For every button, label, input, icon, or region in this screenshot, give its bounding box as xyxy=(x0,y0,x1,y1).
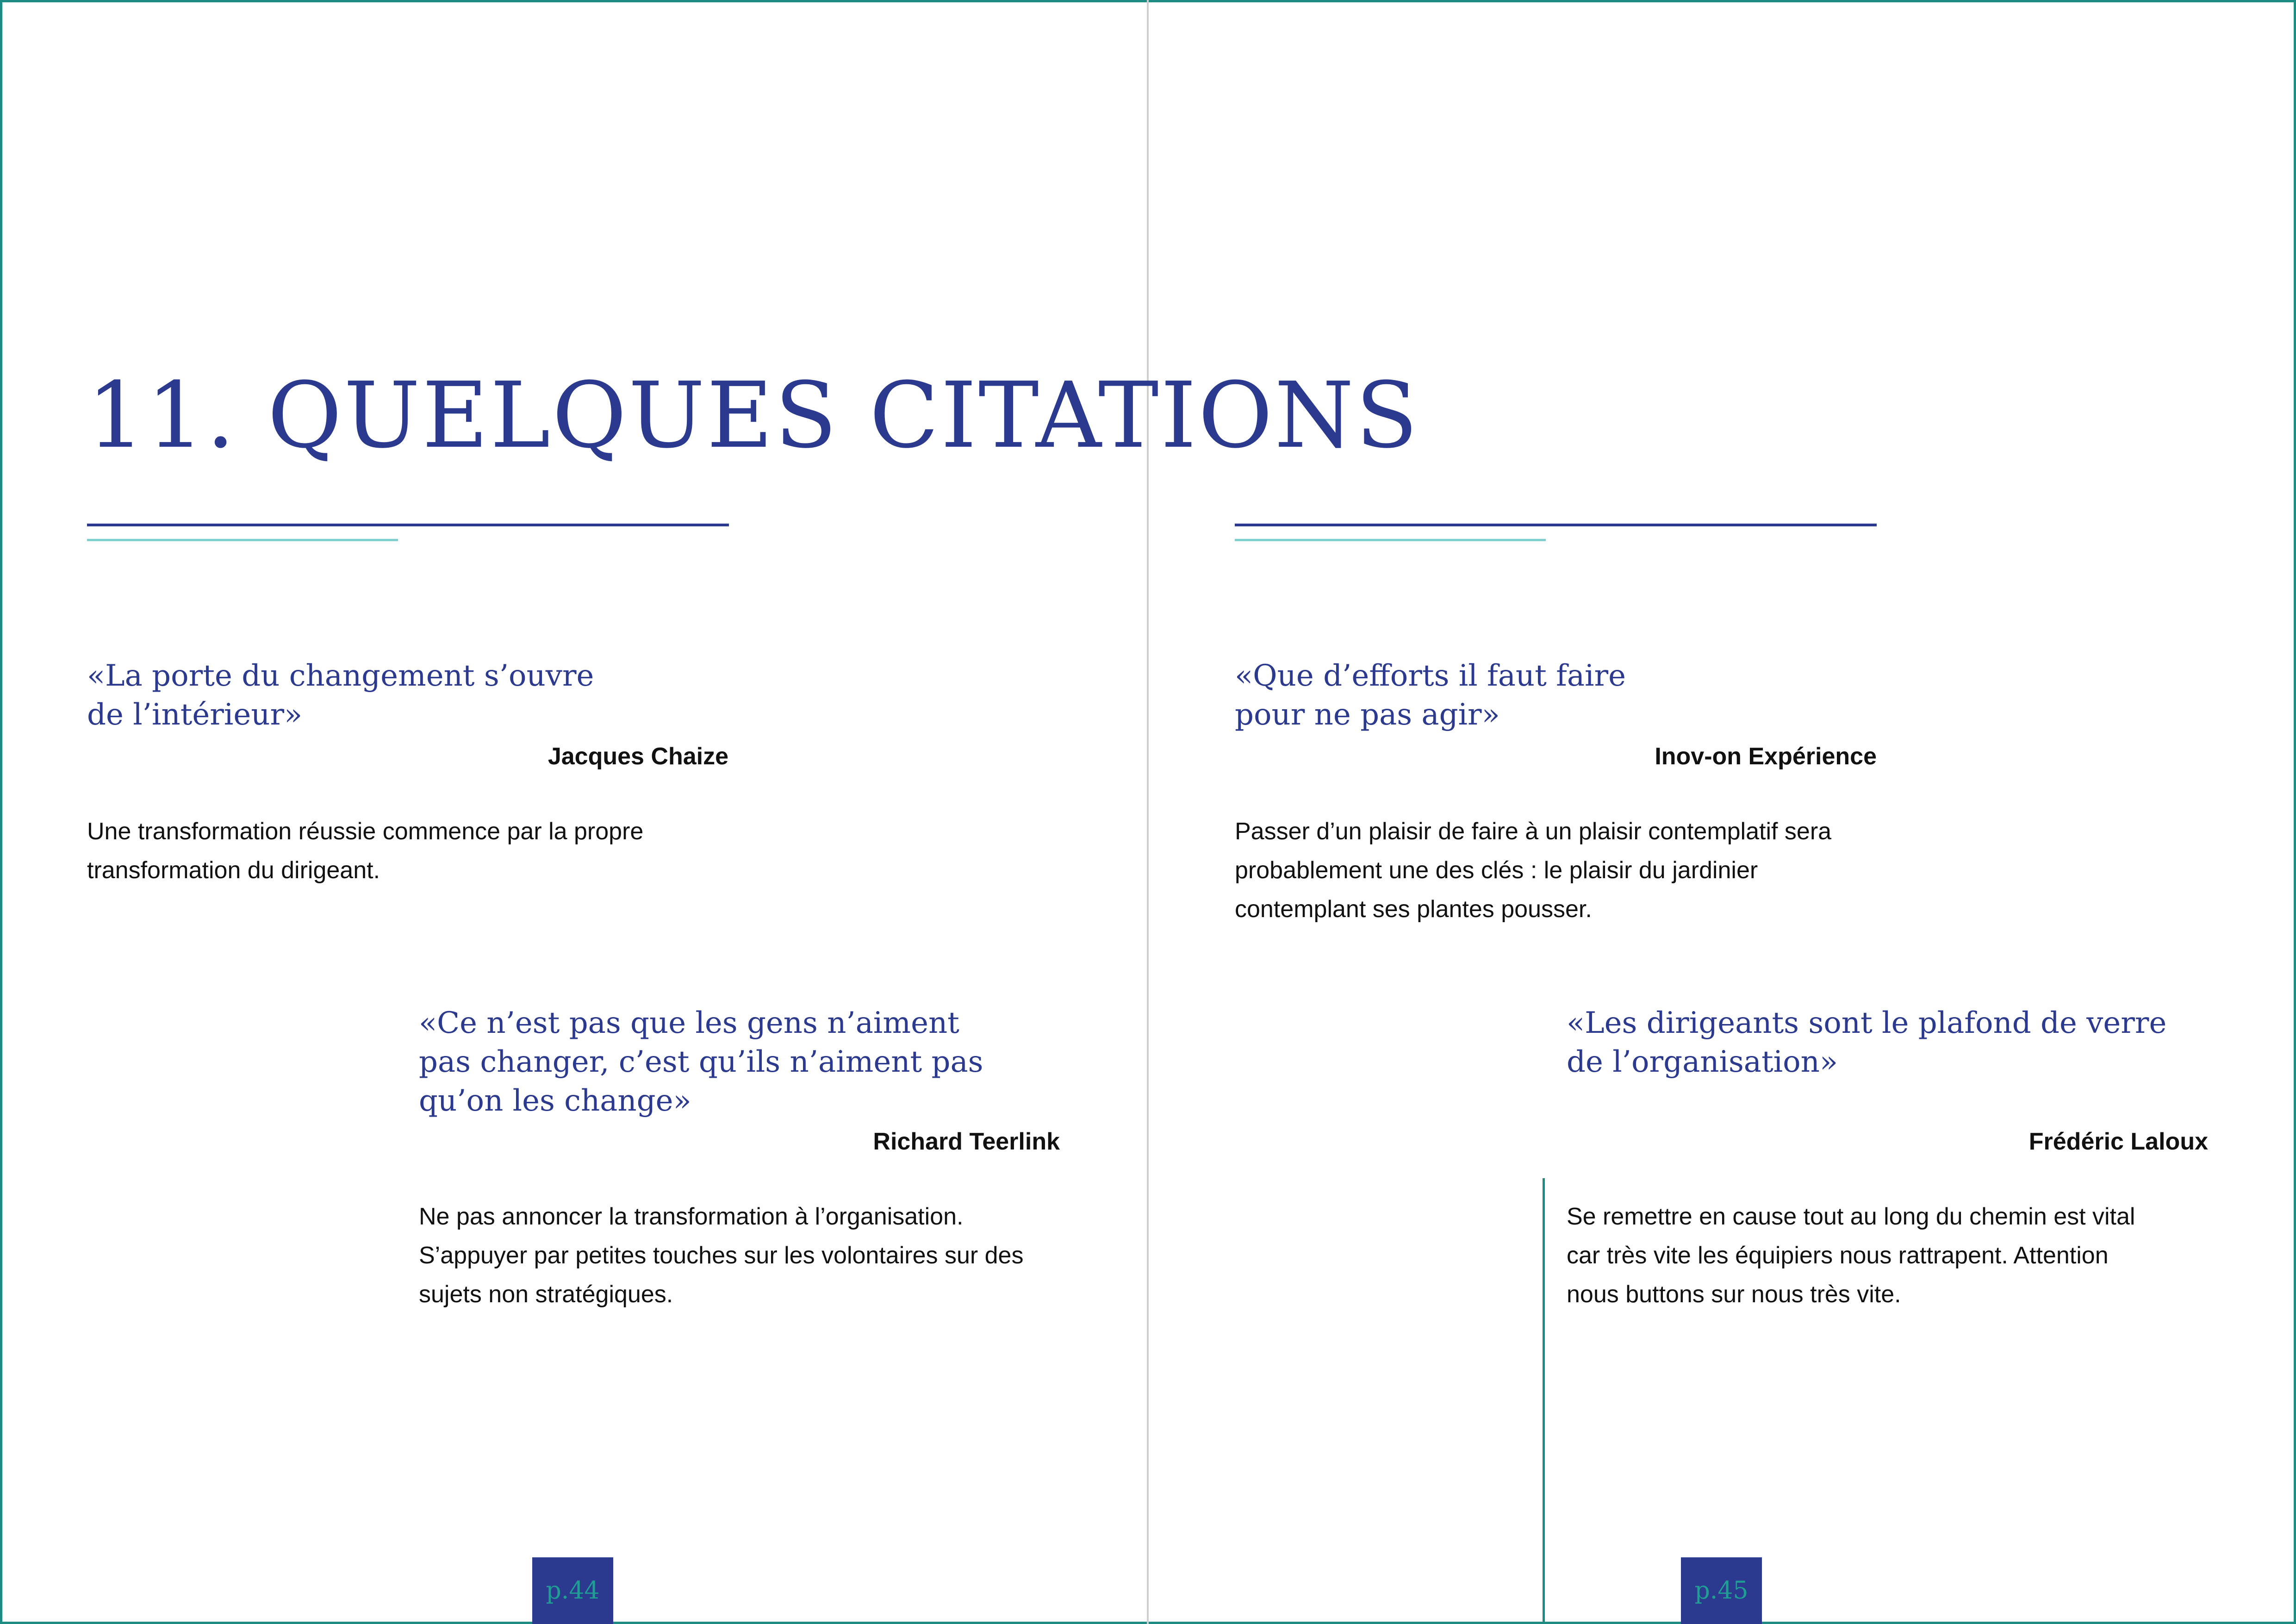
quote-commentary: Se remettre en cause tout au long du chemin est vital car très vite les équipiers nous rattrapent. Attention nous buttons sur nous très vite. xyxy=(1567,1203,2135,1308)
page-number-badge xyxy=(532,1557,613,1624)
header-rule-dark xyxy=(1235,524,1877,526)
quote-commentary: Une transformation réussie commence par la propre transformation du dirigeant. xyxy=(87,818,644,884)
quote-commentary: Ne pas annoncer la transformation à l’organisation. S’appuyer par petites touches sur les volontaires sur des sujets non stratégiques. xyxy=(419,1203,1024,1308)
quote-author: Richard Teerlink xyxy=(873,1128,1060,1155)
title-rule-dark xyxy=(87,524,729,526)
accent-vertical-rule xyxy=(1543,1178,1545,1624)
quote-text: «La porte du changement s’ouvre de l’intérieur» xyxy=(87,659,594,732)
quote-author: Inov-on Expérience xyxy=(1655,743,1877,770)
quote-commentary: Passer d’un plaisir de faire à un plaisir contemplatif sera probablement une des clés : le plaisir du jardinier contemplant ses plantes pousser. xyxy=(1235,818,1832,923)
header-rule-light xyxy=(1235,539,1546,541)
quote-text: «Que d’efforts il faut faire pour ne pas agir» xyxy=(1235,659,1626,732)
quote-text: «Les dirigeants sont le plafond de verre de l’organisation» xyxy=(1567,1006,2167,1079)
title-rule-light xyxy=(87,539,398,541)
page-number-badge xyxy=(1681,1557,1762,1624)
quote-author: Frédéric Laloux xyxy=(2028,1128,2208,1155)
quote-text: «Ce n’est pas que les gens n’aiment pas changer, c’est qu’ils n’aiment pas qu’on les change» xyxy=(419,1006,983,1118)
section-title: 11. QUELQUES CITATIONS xyxy=(87,363,1420,468)
quote-author: Jacques Chaize xyxy=(548,743,728,770)
page-number: p.45 xyxy=(1694,1577,1748,1605)
page-spine-divider xyxy=(1147,0,1149,1624)
page-number: p.44 xyxy=(546,1577,600,1605)
